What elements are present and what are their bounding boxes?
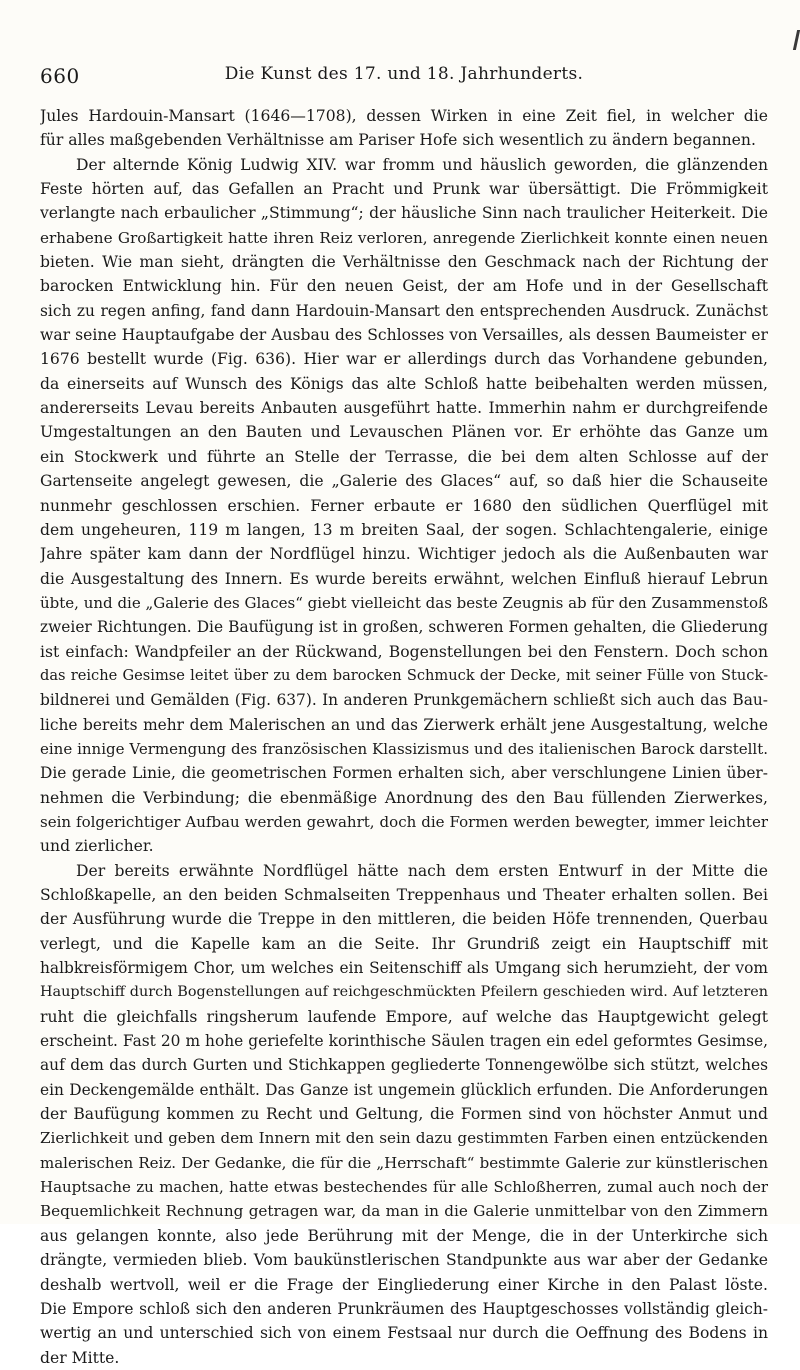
text-line: 1676 bestellt wurde (Fig. 636). Hier war er allerdings durch das Vorhandene gebunden, [40, 350, 768, 369]
paragraph [40, 104, 768, 153]
page-number: 660 [40, 64, 80, 88]
text-line: ein Deckengemälde enthält. Das Ganze ist ungemein glücklich erfunden. Die Anforderungen [40, 1080, 768, 1099]
page-edge-mark [793, 30, 800, 50]
running-title: Die Kunst des 17. und 18. Jahrhunderts. [224, 64, 584, 84]
text-line: nehmen die Verbindung; die ebenmäßige Anordnung des den Bau füllenden Zierwerkes, [40, 788, 768, 807]
text-line: da einerseits auf Wunsch des Königs das alte Schloß hatte beibehalten werden müssen, [40, 374, 768, 393]
text-line: der Mitte. [40, 1348, 120, 1367]
text-line: Gartenseite angelegt gewesen, die „Galerie des Glaces“ auf, so daß hier die Schauseite [40, 472, 768, 491]
text-line: war seine Hauptaufgabe der Ausbau des Schlosses von Versailles, als dessen Baumeister er [40, 326, 768, 345]
text-line: ruht die gleichfalls ringsherum laufende Empore, auf welche das Hauptgewicht gelegt [40, 1007, 768, 1026]
text-line: Hauptschiff durch Bogenstellungen auf reichgeschmückten Pfeilern geschieden wird. Auf letzteren [40, 984, 768, 1001]
text-line: sich zu regen anfing, fand dann Hardouin-Mansart den entsprechenden Ausdruck. Zunächst [40, 301, 768, 320]
text-line: Der alternde König Ludwig XIV. war fromm und häuslich geworden, die glänzenden [76, 155, 768, 174]
text-line: erhabene Großartigkeit hatte ihren Reiz verloren, anregende Zierlichkeit konnte einen neuen [40, 228, 768, 247]
text-line: Hauptsache zu machen, hatte etwas bestechendes für alle Schloßherren, zumal auch noch der [40, 1178, 768, 1197]
text-line: und zierlicher. [40, 837, 154, 856]
text-line: der Ausführung wurde die Treppe in den mittleren, die beiden Höfe trennenden, Querbau [40, 910, 768, 929]
paragraph [40, 859, 768, 1370]
text-line: verlangte nach erbaulicher „Stimmung“; der häusliche Sinn nach traulicher Heiterkeit. Die [40, 204, 768, 223]
text-line: halbkreisförmigem Chor, um welches ein Seitenschiff als Umgang sich herumzieht, der vom [40, 959, 768, 978]
text-line: Umgestaltungen an den Bauten und Levauschen Plänen vor. Er erhöhte das Ganze um [40, 423, 768, 442]
text-line: die Ausgestaltung des Innern. Es wurde bereits erwähnt, welchen Einfluß hierauf Lebrun [40, 569, 768, 588]
text-line: das reiche Gesimse leitet über zu dem barocken Schmuck der Decke, mit seiner Fülle von Stuck- [40, 666, 768, 684]
text-line: bildnerei und Gemälden (Fig. 637). In anderen Prunkgemächern schließt sich auch das Bau- [40, 691, 768, 710]
text-line: Die Empore schloß sich den anderen Prunkräumen des Hauptgeschosses vollständig gleich- [40, 1299, 768, 1318]
text-line: malerischen Reiz. Der Gedanke, die für die „Herrschaft“ bestimmte Galerie zur künstlerischen [40, 1153, 768, 1172]
text-line: der Baufügung kommen zu Recht und Geltung, die Formen sind von höchster Anmut und [40, 1105, 768, 1124]
text-line: Jahre später kam dann der Nordflügel hinzu. Wichtiger jedoch als die Außenbauten war [40, 545, 768, 564]
text-line: Jules Hardouin-Mansart (1646—1708), dessen Wirken in eine Zeit fiel, in welcher die [40, 107, 768, 125]
text-line: erscheint. Fast 20 m hohe geriefelte korinthische Säulen tragen ein edel geformtes Gesimse, [40, 1032, 768, 1051]
text-line: sein folgerichtiger Aufbau werden gewahrt, doch die Formen werden bewegter, immer leichter [40, 812, 768, 831]
paragraph [40, 153, 768, 859]
body-text [40, 104, 768, 1370]
text-line: Bequemlichkeit Rechnung getragen war, da man in die Galerie unmittelbar von den Zimmern [40, 1202, 768, 1221]
text-line: Zierlichkeit und geben dem Innern mit den sein dazu gestimmten Farben einen entzückenden [40, 1129, 768, 1148]
page-header [40, 64, 768, 92]
text-line: Schloßkapelle, an den beiden Schmalseiten Treppenhaus und Theater erhalten sollen. Bei [40, 886, 768, 904]
text-line: andererseits Levau bereits Anbauten ausgeführt hatte. Immerhin nahm er durchgreifende [40, 399, 768, 418]
text-line: übte, und die „Galerie des Glaces“ giebt vielleicht das beste Zeugnis ab für den Zusammenstoß [40, 593, 768, 612]
text-line: ist einfach: Wandpfeiler an der Rückwand, Bogenstellungen bei den Fenstern. Doch schon [40, 642, 768, 661]
text-line: Der bereits erwähnte Nordflügel hätte nach dem ersten Entwurf in der Mitte die [76, 861, 768, 880]
text-line: Die gerade Linie, die geometrischen Formen erhalten sich, aber verschlungene Linien über- [40, 764, 768, 783]
text-line: eine innige Vermengung des französischen Klassizismus und des italienischen Barock darstellt. [40, 739, 768, 758]
text-line: liche bereits mehr dem Malerischen an und das Zierwerk erhält jene Ausgestaltung, welche [40, 715, 768, 734]
text-line: zweier Richtungen. Die Baufügung ist in großen, schweren Formen gehalten, die Gliederung [40, 618, 768, 637]
text-line: aus gelangen konnte, also jede Berührung mit der Menge, die in der Unterkirche sich [40, 1226, 768, 1245]
text-line: bieten. Wie man sieht, drängten die Verhältnisse den Geschmack nach der Richtung der [40, 253, 768, 272]
text-line: drängte, vermieden blieb. Vom baukünstlerischen Standpunkte aus war aber der Gedanke [40, 1251, 768, 1270]
text-line: barocken Entwicklung hin. Für den neuen Geist, der am Hofe und in der Gesellschaft [40, 277, 768, 296]
text-line: auf dem das durch Gurten und Stichkappen gegliederte Tonnengewölbe sich stützt, welches [40, 1056, 768, 1075]
text-line: ein Stockwerk und führte an Stelle der Terrasse, die bei dem alten Schlosse auf der [40, 447, 768, 466]
text-line: Feste hörten auf, das Gefallen an Pracht und Prunk war übersättigt. Die Frömmigkeit [40, 180, 768, 199]
text-line: deshalb wertvoll, weil er die Frage der Eingliederung einer Kirche in den Palast löste. [40, 1275, 768, 1294]
text-line: dem ungeheuren, 119 m langen, 13 m breiten Saal, der sogen. Schlachtengalerie, einige [40, 520, 768, 539]
text-line: für alles maßgebenden Verhältnisse am Pariser Hofe sich wesentlich zu ändern begannen. [40, 131, 756, 150]
text-line: wertig an und unterschied sich von einem Festsaal nur durch die Oeffnung des Bodens in [40, 1324, 768, 1343]
text-line: verlegt, und die Kapelle kam an die Seite. Ihr Grundriß zeigt ein Hauptschiff mit [40, 934, 768, 953]
text-line: nunmehr geschlossen erschien. Ferner erbaute er 1680 den südlichen Querflügel mit [40, 496, 768, 515]
